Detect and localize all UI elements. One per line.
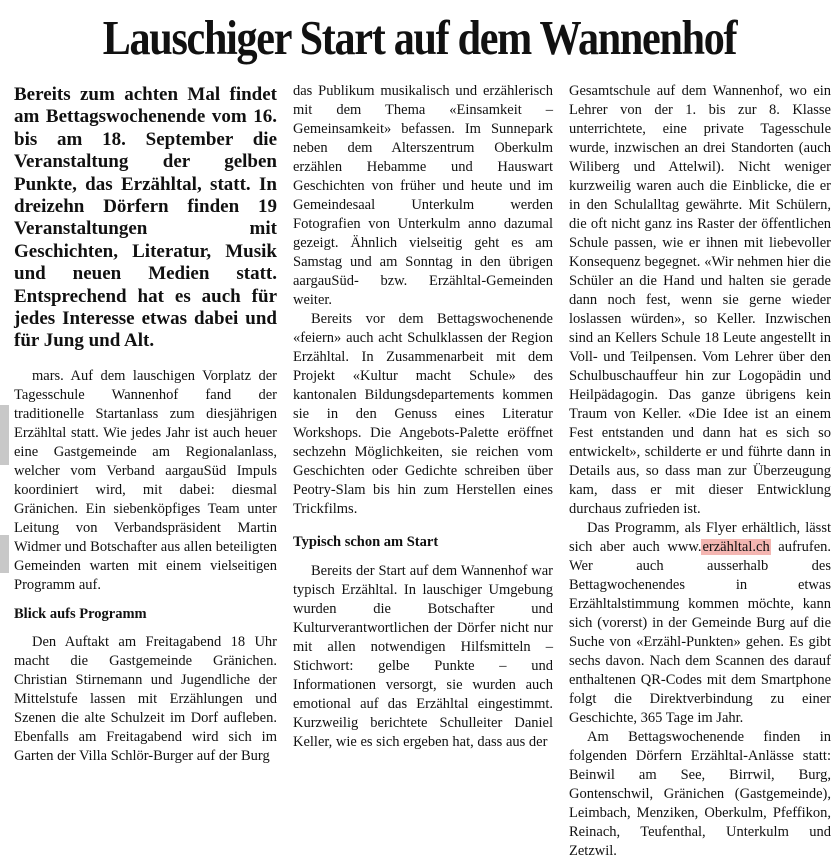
subhead-typisch: Typisch schon am Start (293, 534, 439, 550)
body-programm-1-continued: das Publikum musikalisch und erzählerisch mit dem Thema «Einsamkeit – Gemeinsamkeit» befassen. Im Sunnepark neben dem Alterszentrum Oberkulm erzählen Hebamme und Hauswart Geschichten von früher und heute und im Gemeindesaal Unterkulm werden Fotografien von Unterkulm anno dazumal gezeigt. Ähnlich vielseitig geht es am Samstag und am Sonntag in den übrigen aargauSüd- bzw. Erzähltal-Gemeinden weiter. (293, 83, 553, 308)
scan-edge-mark-upper (0, 405, 9, 465)
body-programm-1: Den Auftakt am Freitagabend 18 Uhr macht die Gastgemeinde Gränichen. Christian Stirnemann und Jugendliche der Mittelstufe lassen mit Erzählungen und Szenen die alte Schulzeit im Dorf aufleben. Ebenfalls am Freitagabend wird sich im Garten der Villa Schlör-Burger auf der Burg (14, 633, 277, 764)
body-programm-2: Bereits vor dem Bettagswochenende «feiern» auch acht Schulklassen der Region Erzähltal. In Zusammenarbeit mit dem Projekt «Kultur macht Schule» des kantonalen Bildungsdepartements kommen sie in den Genuss eines Literatur Workshops. Die Angebots-Palette eröffnet sechzehn Möglichkeiten, sie reichen vom Geschichten oder Gedichte schreiben über Peotry-Slam bis hin zum Herstellen eines Trickfilms. (293, 311, 553, 517)
article-column-2 (293, 82, 553, 752)
body-closing: Am Bettagswochenende finden in folgenden Dörfern Erzähltal-Anlässe statt: Beinwil am See, Birrwil, Burg, Gontenschwil, Gränichen (Gastgemeinde), Leimbach, Menziken, Oberkulm, Pfeffikon, Reinach, Teufenthal, Unterkulm und Zetzwil. (569, 729, 831, 859)
headline: Lauschiger Start auf dem Wannenhof (102, 10, 737, 65)
website-link[interactable]: erzähltal.ch (702, 539, 770, 555)
article-column-1 (14, 82, 277, 766)
body-typisch-continued: Gesamtschule auf dem Wannenhof, wo ein Lehrer von der 1. bis zur 8. Klasse unterrichtete, eine private Tagesschule wurde, inzwischen an drei Standorten (auch Wiliberg und Attelwil). Nicht weniger kurzweilig waren auch die Einblicke, die er in den Schulalltag gewährte. Mit Schülern, die oft nicht ganz ins Raster der öffentlichen Schule passen, wie er ihnen mit liebevoller Konsequenz begegnet. «Wir nehmen hier die Schüler an die Hand und halten sie gerade dann noch fest, wenn sie gerne wieder loslassen würden», so Keller. Inzwischen sind an Kellers Schule 18 Leute angestellt in Voll- und Teilpensen. Vom Lehrer über den Schulbuschauffeur hin zur Logopädin und Heilpädagogin. Das ganze übrigens kein Traum von Keller. «Die Idee ist an einem Fest entstanden und dann hat es sich so entwickelt», schilderte er und führte dann in Details aus, so dass man zur Überzeugung kam, dass er mit dieser Entwicklung durchaus zufrieden ist. (569, 83, 831, 517)
body-flyer-after: aufrufen. Wer auch ausserhalb des Bettagwochenendes in etwas Erzähltalstimmung kommen möchte, kann sich (vorerst) in der Gemeinde Burg auf die Suche von «Erzähl-Punkten» gehen. Es gibt sechs davon. Nach dem Scannen des darauf enthaltenen QR-Codes mit dem Smartphone folgt die Direktverbindung zu einer Geschichte, 365 Tage im Jahr. (569, 539, 832, 726)
body-typisch: Bereits der Start auf dem Wannenhof war typisch Erzähltal. In lauschiger Umgebung wurden die Botschafter und Kulturverantwortlichen der Dörfer nicht nur mit allen notwendigen Hilfsmitteln – Stichwort: gelbe Punkte – und Informationen versorgt, sie wurden auch emotional auf das Erzähltal eingestimmt. Kurzweilig berichtete Schulleiter Daniel Keller, wie es sich ergeben hat, dass aus der (293, 563, 553, 750)
body-flyer (569, 519, 831, 728)
subhead-programm: Blick aufs Programm (14, 605, 147, 622)
body-flyer-before: Das Programm, als Flyer erhältlich, lässt sich aber auch www. (569, 520, 831, 555)
body-intro: mars. Auf dem lauschigen Vorplatz der Tagesschule Wannenhof fand der traditionelle Startanlass zum diesjährigen Erzähltal statt. Wie jedes Jahr ist auch heuer eine Gastgemeinde am Regionalanlass, welcher vom Verband aargauSüd Impuls koordiniert wird, mit dabei: diesmal Gränichen. Ein siebenköpfiges Team unter Leitung von Verbandspräsident Martin Widmer und Botschafter aus allen beteiligten Gemeinden warten mit einem vielseitigen Programm auf. (14, 367, 277, 593)
article-column-3 (569, 82, 831, 861)
scan-edge-mark-lower (0, 535, 9, 573)
lead-paragraph: Bereits zum achten Mal findet am Bettagswochenende vom 16. bis am 18. September die Veranstaltung der gelben Punkte, das Erzähltal, statt. In dreizehn Dörfern finden 19 Veranstaltungen mit Geschichten, Literatur, Musik und neuen Medien statt. Entsprechend hat es auch für jedes Interesse etwas dabei und für Jung und Alt. (14, 84, 277, 352)
